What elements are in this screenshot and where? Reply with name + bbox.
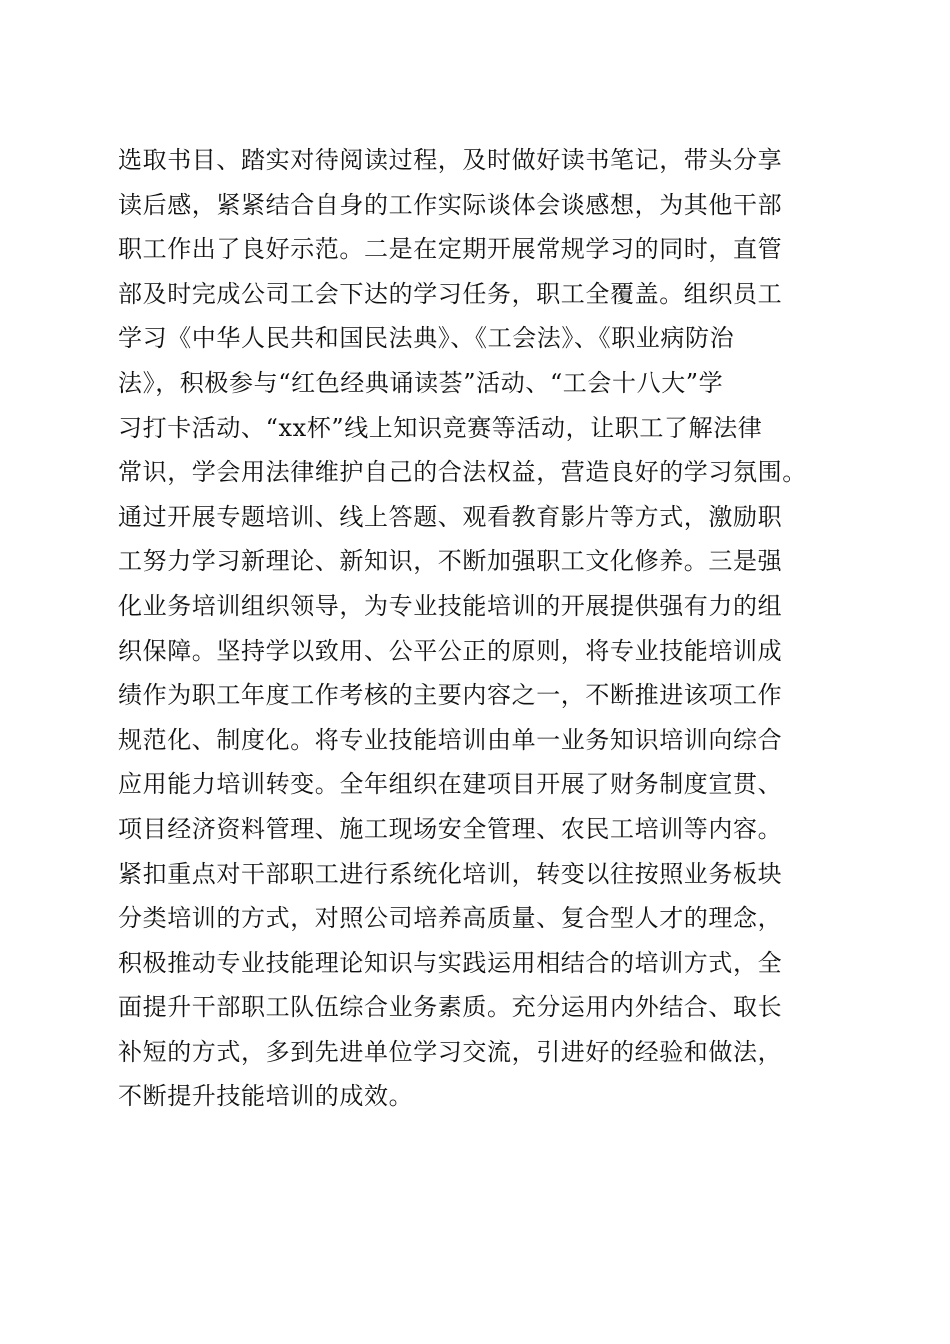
text-line: 应用能力培训转变。全年组织在建项目开展了财务制度宣贯、 <box>118 770 783 799</box>
text-line: 织保障。坚持学以致用、公平公正的原则，将专业技能培训成 <box>118 636 783 665</box>
text-line: 不断提升技能培训的成效。 <box>118 1082 414 1111</box>
text-line: 工努力学习新理论、新知识，不断加强职工文化修养。三是强 <box>118 547 783 576</box>
text-line: 常识，学会用法律维护自己的合法权益，营造良好的学习氛围。 <box>118 458 807 487</box>
text-line: 积极推动专业技能理论知识与实践运用相结合的培训方式，全 <box>118 948 783 977</box>
text-line: 习打卡活动、“xx杯”线上知识竞赛等活动，让职工了解法律 <box>118 413 763 442</box>
text-line: 项目经济资料管理、施工现场安全管理、农民工培训等内容。 <box>118 814 783 843</box>
text-line: 部及时完成公司工会下达的学习任务，职工全覆盖。组织员工 <box>118 279 783 308</box>
text-line: 通过开展专题培训、线上答题、观看教育影片等方式，激励职 <box>118 502 783 531</box>
text-line: 学习《中华人民共和国民法典》、《工会法》、《职业病防治 <box>118 324 735 353</box>
text-line: 绩作为职工年度工作考核的主要内容之一，不断推进该项工作 <box>118 681 783 710</box>
text-line: 职工作出了良好示范。二是在定期开展常规学习的同时，直管 <box>118 235 783 264</box>
text-line: 法》，积极参与“红色经典诵读荟”活动、“工会十八大”学 <box>118 368 724 397</box>
text-line: 紧扣重点对干部职工进行系统化培训，转变以往按照业务板块 <box>118 859 783 888</box>
body-paragraph <box>118 138 838 1119</box>
text-line: 面提升干部职工队伍综合业务素质。充分运用内外结合、取长 <box>118 993 783 1022</box>
text-line: 分类培训的方式，对照公司培养高质量、复合型人才的理念， <box>118 904 783 933</box>
text-line: 化业务培训组织领导，为专业技能培训的开展提供强有力的组 <box>118 591 783 620</box>
text-line: 规范化、制度化。将专业技能培训由单一业务知识培训向综合 <box>118 725 783 754</box>
text-line: 选取书目、踏实对待阅读过程，及时做好读书笔记，带头分享 <box>118 146 783 174</box>
text-line: 读后感，紧紧结合自身的工作实际谈体会谈感想，为其他干部 <box>118 190 783 219</box>
text-line: 补短的方式，多到先进单位学习交流，引进好的经验和做法， <box>118 1037 783 1066</box>
